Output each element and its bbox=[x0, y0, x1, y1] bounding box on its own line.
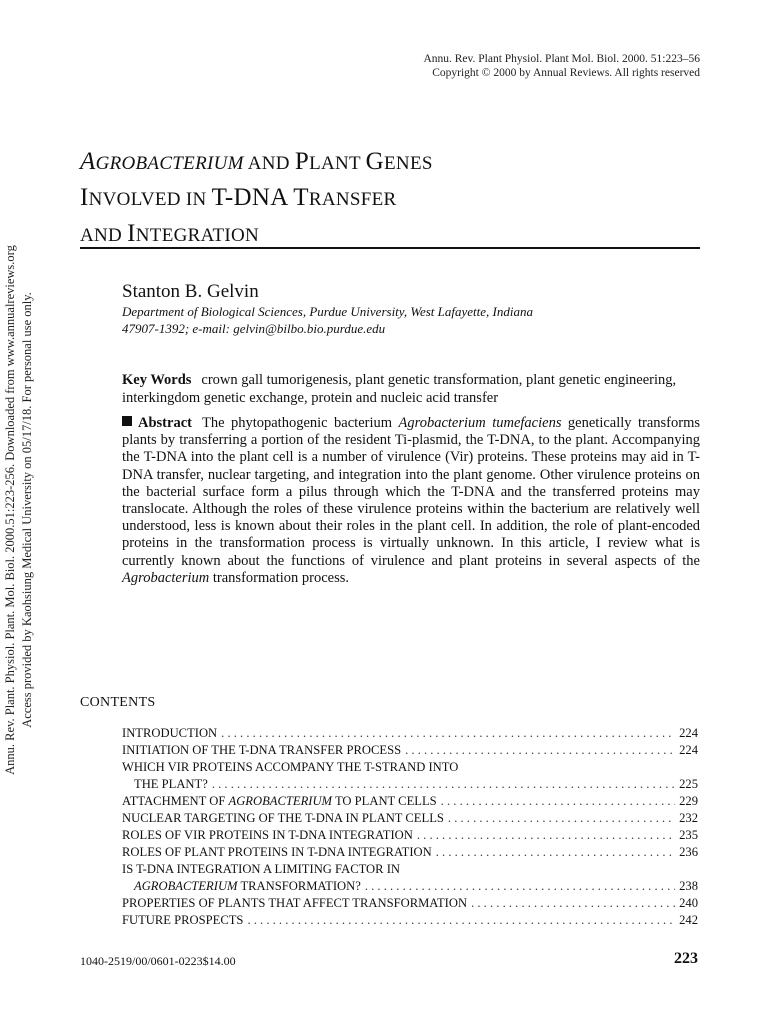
contents-heading: CONTENTS bbox=[80, 695, 156, 710]
toc-page: 232 bbox=[679, 811, 698, 825]
abstract-label: Abstract bbox=[138, 415, 192, 431]
toc-page: 238 bbox=[679, 879, 698, 893]
title-divider bbox=[80, 247, 700, 249]
toc-entry[interactable]: ROLES OF PLANT PROTEINS IN T-DNA INTEGRATION . . . 236 bbox=[122, 844, 698, 861]
download-notice bbox=[2, 240, 48, 780]
title-line-1: AGROBACTERIUM AND PLANT GENES bbox=[80, 148, 433, 175]
citation-line: Annu. Rev. Plant Physiol. Plant Mol. Biol. 2000. 51:223–56 bbox=[423, 53, 700, 65]
author-name: Stanton B. Gelvin bbox=[122, 281, 259, 302]
toc-entry[interactable]: INITIATION OF THE T-DNA TRANSFER PROCESS . . . 224 bbox=[122, 742, 698, 759]
toc-leader bbox=[212, 776, 675, 793]
toc-leader bbox=[221, 725, 675, 742]
toc-entry[interactable]: ATTACHMENT OF AGROBACTERIUM TO PLANT CELLS . . . 229 bbox=[122, 793, 698, 810]
toc-page: 229 bbox=[679, 794, 698, 808]
square-bullet-icon bbox=[122, 416, 132, 426]
toc-leader bbox=[471, 895, 675, 912]
toc-leader bbox=[448, 810, 675, 827]
abstract-text-2: genetically transforms plants by transferring a portion of the resident Ti-plasmid, the T-DNA, to the plant. Accompanying the T-DNA into the plant cell is a number of virulence (Vir) proteins. These proteins may aid in T-DNA transfer, nuclear targeting, and integration into the plant genome. Other virulence proteins on the bacterial surface form a pilus through which the T-DNA and the transferred proteins may translocate. Although the roles of these virulence proteins within the bacterium are relatively well understood, less is known about their roles in the plant cell. In addition, the role of plant-encoded proteins in the transformation process is virtually unknown. In this article, I review what is currently known about the functions of virulence and plant proteins in several aspects of the bbox=[122, 415, 700, 569]
toc-page: 240 bbox=[679, 896, 698, 910]
title-line-3: AND INTEGRATION bbox=[80, 220, 260, 247]
toc-leader bbox=[405, 742, 675, 759]
toc-page: 235 bbox=[679, 828, 698, 842]
toc-leader bbox=[436, 844, 675, 861]
abstract-species: Agrobacterium tumefaciens bbox=[398, 415, 562, 431]
toc-page: 224 bbox=[679, 743, 698, 757]
title-line-2: INVOLVED IN T-DNA TRANSFER bbox=[80, 184, 397, 211]
toc-leader bbox=[247, 912, 675, 929]
journal-citation bbox=[423, 52, 700, 80]
keywords-block bbox=[122, 371, 700, 407]
toc-entry[interactable]: ROLES OF VIR PROTEINS IN T-DNA INTEGRATION . . . 235 bbox=[122, 827, 698, 844]
toc-leader bbox=[441, 793, 675, 810]
toc-entry[interactable]: FUTURE PROSPECTS . . . 242 bbox=[122, 912, 698, 929]
download-notice-line-1: Annu. Rev. Plant. Physiol. Plant. Mol. Biol. 2000.51:223-256. Downloaded from www.annualreviews.org bbox=[3, 245, 17, 775]
toc-page: 236 bbox=[679, 845, 698, 859]
toc-entry[interactable]: THE PLANT? . . . 225 bbox=[122, 776, 698, 793]
table-of-contents bbox=[122, 725, 698, 929]
toc-entry[interactable]: WHICH VIR PROTEINS ACCOMPANY THE T-STRAND INTO bbox=[122, 760, 459, 774]
abstract-block bbox=[122, 415, 700, 587]
copyright-line: Copyright © 2000 by Annual Reviews. All rights reserved bbox=[432, 67, 700, 79]
keywords-text: crown gall tumorigenesis, plant genetic transformation, plant genetic engineering, interkingdom genetic exchange, protein and nucleic acid transfer bbox=[122, 372, 677, 406]
toc-page: 224 bbox=[679, 726, 698, 740]
toc-entry[interactable]: NUCLEAR TARGETING OF THE T-DNA IN PLANT CELLS . . . 232 bbox=[122, 810, 698, 827]
toc-page: 242 bbox=[679, 913, 698, 927]
abstract-genus: Agrobacterium bbox=[122, 569, 210, 586]
toc-entry[interactable]: AGROBACTERIUM TRANSFORMATION? . . . 238 bbox=[122, 878, 698, 895]
toc-entry[interactable]: PROPERTIES OF PLANTS THAT AFFECT TRANSFORMATION . . . 240 bbox=[122, 895, 698, 912]
toc-entry[interactable]: IS T-DNA INTEGRATION A LIMITING FACTOR IN bbox=[122, 862, 400, 876]
toc-leader bbox=[417, 827, 675, 844]
price-code: 1040-2519/00/0601-0223$14.00 bbox=[80, 954, 236, 968]
keywords-label: Key Words bbox=[122, 372, 192, 388]
toc-leader bbox=[365, 878, 675, 895]
abstract-text-1: The phytopathogenic bacterium bbox=[201, 415, 399, 431]
author-affiliation bbox=[122, 303, 692, 337]
toc-page: 225 bbox=[679, 777, 698, 791]
article-title bbox=[80, 145, 700, 253]
affiliation-line-1: Department of Biological Sciences, Purdue University, West Lafayette, Indiana bbox=[122, 304, 533, 319]
download-notice-line-2: Access provided by Kaohsiung Medical University on 05/17/18. For personal use only. bbox=[20, 292, 34, 728]
abstract-text-3: transformation process. bbox=[209, 569, 349, 586]
toc-entry[interactable]: INTRODUCTION . . . 224 bbox=[122, 725, 698, 742]
page-number: 223 bbox=[674, 950, 698, 967]
affiliation-line-2: 47907-1392; e-mail: gelvin@bilbo.bio.purdue.edu bbox=[122, 321, 386, 336]
